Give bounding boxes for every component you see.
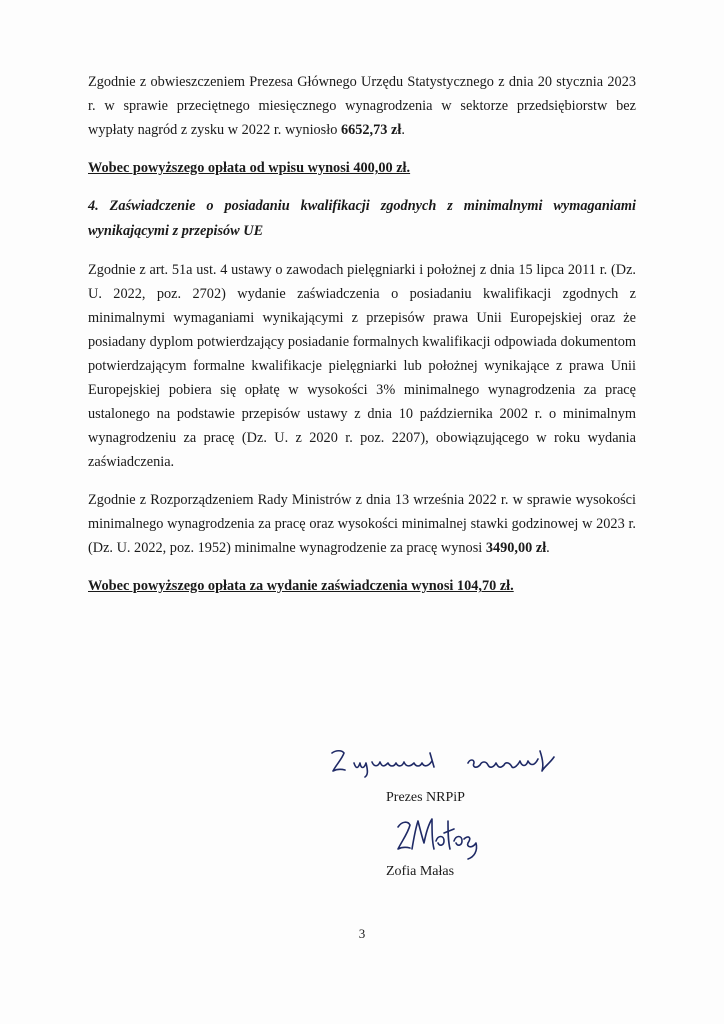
signature-block xyxy=(300,745,600,895)
conclusion-certificate-fee: Wobec powyższego opłata za wydanie zaświadczenia wynosi 104,70 zł. xyxy=(88,578,514,594)
page-number: 3 xyxy=(358,926,366,941)
paragraph-average-salary xyxy=(88,70,636,142)
paragraph-text: Zgodnie z Rozporządzeniem Rady Ministrów z dnia 13 września 2022 r. w sprawie wysokości minimalnego wynagrodzenia za pracę oraz wysokości minimalnej stawki godzinowej w 2023 r. (Dz. U. 2022, poz. 1952) minimalne wynagrodzenie za pracę wynosi xyxy=(88,492,636,556)
document-body xyxy=(88,70,636,612)
section-4-heading: 4. Zaświadczenie o posiadaniu kwalifikacji zgodnych z minimalnymi wymaganiami wynikającymi z przepisów UE xyxy=(88,198,636,239)
signer-name: Zofia Małas xyxy=(386,864,455,879)
average-salary-amount: 6652,73 zł xyxy=(340,122,402,138)
paragraph-text-end: . xyxy=(401,122,405,138)
paragraph-minimum-wage xyxy=(88,488,636,560)
signer-role: Prezes NRPiP xyxy=(386,790,465,805)
handwritten-regards xyxy=(328,745,568,779)
paragraph-certificate-fee-basis: Zgodnie z art. 51a ust. 4 ustawy o zawodach pielęgniarki i położnej z dnia 15 lipca 2011 r. (Dz. U. 2022, poz. 2702) wydanie zaświadczenia o posiadaniu kwalifikacji zgodnych z minimalnymi wymaganiami wynikającymi z przepisów prawa Unii Europejskiej oraz że posiadany dyplom potwierdzający posiadanie formalnych kwalifikacji odpowiada dokumentom potwierdzającym formalne kwalifikacje pielęgniarki lub położnej wynikające z prawa Unii Europejskiej pobiera się opłatę w wysokości 3% minimalnego wynagrodzenia za pracę ustalonego na podstawie przepisów ustawy z dnia 10 października 2002 r. o minimalnym wynagrodzeniu za pracę (Dz. U. z 2020 r. poz. 2207), obowiązującego w roku wydania zaświadczenia. xyxy=(88,262,636,470)
paragraph-text: Zgodnie z obwieszczeniem Prezesa Głównego Urzędu Statystycznego z dnia 20 stycznia 2023 r. w sprawie przeciętnego miesięcznego wynagrodzenia w sektorze przedsiębiorstw bez wypłaty nagród z zysku w 2022 r. wyniosło xyxy=(88,74,636,138)
paragraph-text-end: . xyxy=(546,540,550,556)
handwritten-signature xyxy=(392,813,482,861)
minimum-wage-amount: 3490,00 zł xyxy=(485,540,547,556)
conclusion-entry-fee: Wobec powyższego opłata od wpisu wynosi 400,00 zł. xyxy=(88,160,411,176)
